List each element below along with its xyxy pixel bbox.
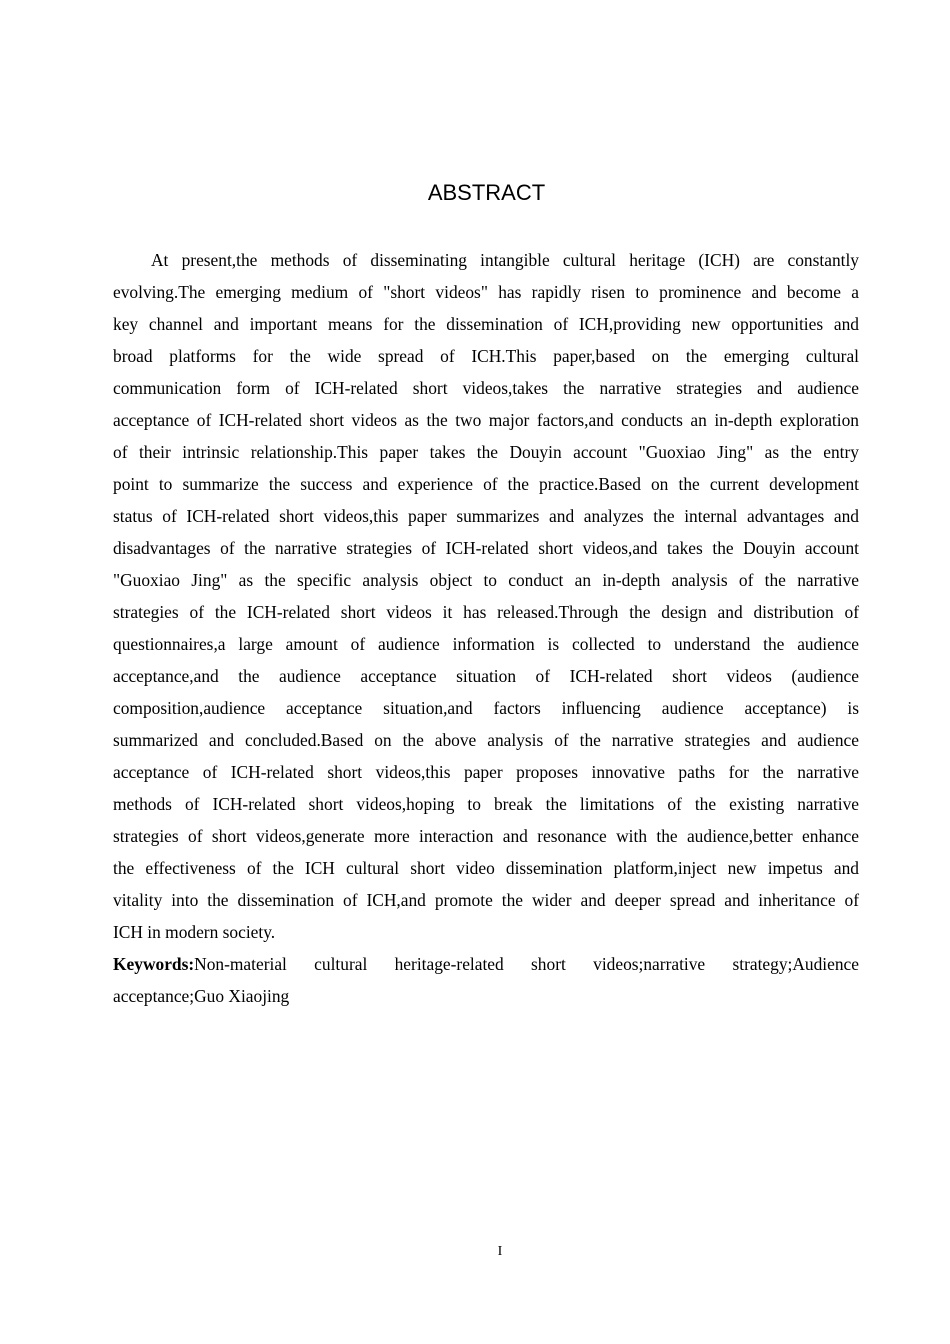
keywords-line-2: acceptance;Guo Xiaojing — [113, 986, 290, 1006]
abstract-line: ICH in modern society. — [113, 922, 276, 942]
keywords-label: Keywords: — [113, 954, 195, 974]
abstract-line: disadvantages of the narrative strategies of ICH-related short videos,and takes the Douyin account — [113, 538, 859, 558]
abstract-line: status of ICH-related short videos,this paper summarizes and analyzes the internal advantages and — [113, 506, 859, 526]
abstract-line: acceptance of ICH-related short videos as the two major factors,and conducts an in-depth exploration — [113, 410, 859, 430]
abstract-line: methods of ICH-related short videos,hoping to break the limitations of the existing narrative — [113, 794, 859, 814]
abstract-line: acceptance of ICH-related short videos,this paper proposes innovative paths for the narrative — [113, 762, 859, 782]
abstract-line: evolving.The emerging medium of "short videos" has rapidly risen to prominence and become a — [113, 282, 859, 302]
abstract-line: strategies of the ICH-related short videos it has released.Through the design and distribution of — [113, 602, 859, 622]
abstract-line: questionnaires,a large amount of audience information is collected to understand the audience — [113, 634, 859, 654]
abstract-line: key channel and important means for the dissemination of ICH,providing new opportunities and — [113, 314, 859, 334]
abstract-line: communication form of ICH-related short videos,takes the narrative strategies and audience — [113, 378, 859, 398]
abstract-body — [113, 244, 859, 1012]
abstract-line: composition,audience acceptance situation,and factors influencing audience acceptance) is — [113, 698, 859, 718]
abstract-line: strategies of short videos,generate more interaction and resonance with the audience,better enhance — [113, 826, 859, 846]
abstract-line: of their intrinsic relationship.This paper takes the Douyin account "Guoxiao Jing" as the entry — [113, 442, 859, 462]
keywords-text: Non-material cultural heritage-related short videos;narrative strategy;Audience — [194, 954, 859, 974]
abstract-line: summarized and concluded.Based on the above analysis of the narrative strategies and audience — [113, 730, 859, 750]
keywords-line — [113, 948, 859, 980]
abstract-line: the effectiveness of the ICH cultural short video dissemination platform,inject new impetus and — [113, 858, 859, 878]
abstract-line: broad platforms for the wide spread of ICH.This paper,based on the emerging cultural — [113, 346, 859, 366]
page-number: I — [497, 1244, 503, 1259]
abstract-line: At present,the methods of disseminating intangible cultural heritage (ICH) are constantly — [151, 250, 859, 270]
abstract-line: vitality into the dissemination of ICH,and promote the wider and deeper spread and inheritance of — [113, 890, 859, 910]
abstract-line: point to summarize the success and experience of the practice.Based on the current development — [113, 474, 859, 494]
abstract-line: "Guoxiao Jing" as the specific analysis object to conduct an in-depth analysis of the narrative — [113, 570, 859, 590]
abstract-paragraph — [113, 244, 859, 948]
abstract-line: acceptance,and the audience acceptance situation of ICH-related short videos (audience — [113, 666, 859, 686]
abstract-title: ABSTRACT — [427, 180, 546, 205]
